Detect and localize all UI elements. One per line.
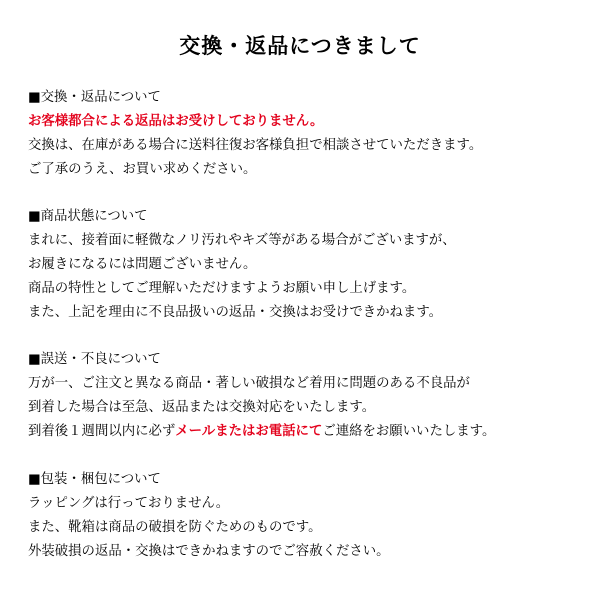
contact-method-highlight: メールまたはお電話にて	[175, 424, 323, 439]
text-line: 交換は、在庫がある場合に送料往復お客様負担で相談させていただきます。	[28, 138, 483, 153]
text-line: まれに、接着面に軽微なノリ汚れやキズ等がある場合がございますが、	[28, 233, 456, 248]
text-line: 万が一、ご注文と異なる商品・著しい破損など着用に問題のある不良品が	[28, 376, 470, 391]
warning-no-returns: お客様都合による返品はお受けしておりません。	[28, 114, 324, 129]
section-heading: ■誤送・不良について	[28, 352, 161, 367]
section-heading: ■包装・梱包について	[28, 472, 161, 487]
section-heading: ■交換・返品について	[28, 90, 161, 105]
text-line: 商品の特性としてご理解いただけますようお願い申し上げます。	[28, 281, 416, 296]
section-heading: ■商品状態について	[28, 209, 148, 224]
section-wrong-delivery-defect	[28, 348, 596, 444]
section-packaging	[28, 468, 596, 564]
contact-text-after: ご連絡をお願いいたします。	[322, 424, 496, 439]
section-product-condition	[28, 205, 596, 325]
text-line: また、上記を理由に不良品扱いの返品・交換はお受けできかねます。	[28, 305, 443, 320]
text-line: 外装破損の返品・交換はできかねますのでご容赦ください。	[28, 544, 390, 559]
page-title: 交換・返品につきまして	[179, 34, 421, 58]
text-line: また、靴箱は商品の破損を防ぐためのものです。	[28, 520, 322, 535]
contact-instruction-line	[28, 420, 596, 444]
section-exchange-return	[28, 86, 596, 182]
text-line: ご了承のうえ、お買い求めください。	[28, 162, 257, 177]
contact-text-before: 到着後１週間以内に必ず	[28, 424, 176, 439]
text-line: ラッピングは行っておりません。	[28, 496, 230, 511]
text-line: お履きになるには問題ございません。	[28, 257, 257, 272]
text-line: 到着した場合は至急、返品または交換対応をいたします。	[28, 400, 376, 415]
